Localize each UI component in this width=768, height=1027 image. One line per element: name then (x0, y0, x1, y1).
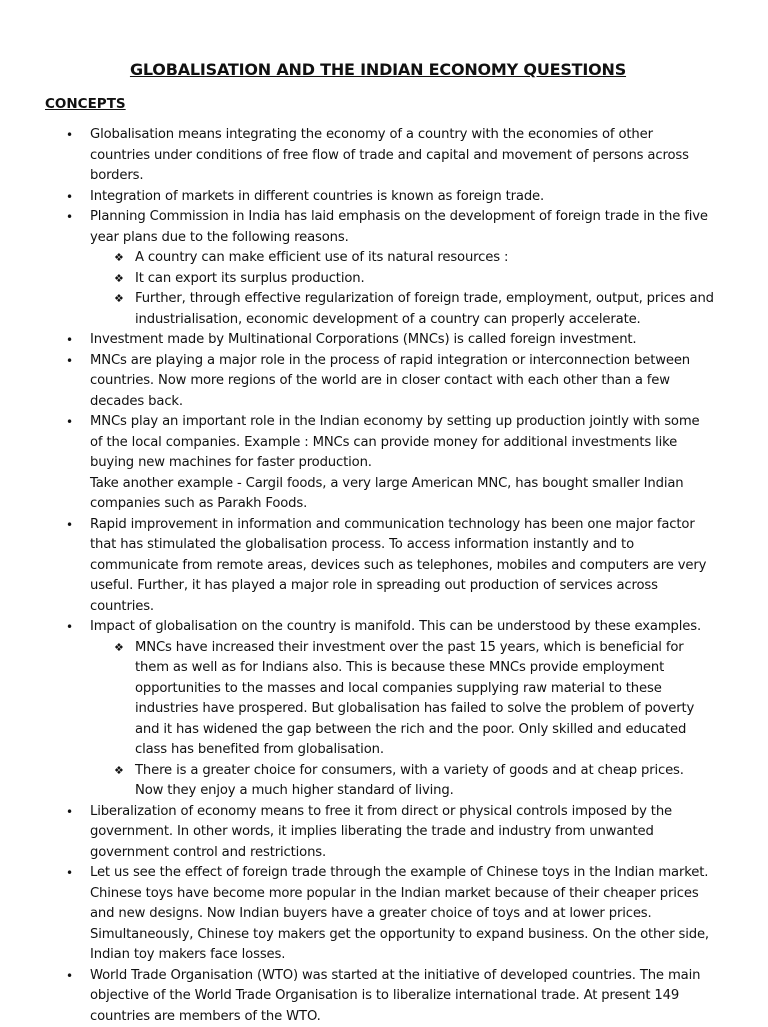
sub-list (90, 638, 714, 802)
bullet-icon: • (66, 330, 73, 351)
list-item (0, 125, 768, 187)
bullet-icon: • (66, 412, 73, 433)
list-item (0, 330, 768, 351)
sub-list (90, 248, 714, 330)
sub-list-item-text: Further, through effective regularization of foreign trade, employment, output, prices and industrialisation, economic development of a country can properly accelerate. (135, 289, 714, 330)
list-item-text: Integration of markets in different countries is known as foreign trade. (90, 187, 714, 208)
list-item (0, 187, 768, 208)
list-item (0, 351, 768, 413)
list-item-text: Impact of globalisation on the country is manifold. This can be understood by these examples. (90, 617, 714, 638)
list-item-text: Globalisation means integrating the economy of a country with the economies of other countries under conditions of free flow of trade and capital and movement of persons across borders. (90, 125, 714, 187)
list-item (0, 207, 768, 330)
list-item-text: Let us see the effect of foreign trade through the example of Chinese toys in the Indian market. Chinese toys have become more popular in the Indian market because of their cheaper prices and new designs. Now Indian buyers have a greater choice of toys and at lower prices. Simultaneously, Chinese toy makers get the opportunity to expand business. On the other side, Indian toy makers face losses. (90, 863, 714, 966)
section-heading: CONCEPTS (45, 96, 126, 112)
sub-list-item-text: It can export its surplus production. (135, 269, 714, 290)
sub-list-item (90, 248, 714, 269)
list-item (0, 515, 768, 618)
list-item (0, 617, 768, 802)
list-item-continuation: Take another example - Cargil foods, a very large American MNC, has bought smaller Indian companies such as Parakh Foods. (90, 474, 714, 515)
list-item-text: MNCs play an important role in the Indian economy by setting up production jointly with some of the local companies. Example : MNCs can provide money for additional investments like buying new machines for faster production. (90, 412, 714, 474)
page-title: GLOBALISATION AND THE INDIAN ECONOMY QUESTIONS (0, 60, 756, 79)
concepts-list (0, 125, 768, 1027)
list-item (0, 412, 768, 515)
list-item-text: Liberalization of economy means to free it from direct or physical controls imposed by the government. In other words, it implies liberating the trade and industry from unwanted government control and restrictions. (90, 802, 714, 864)
list-item-text: Investment made by Multinational Corporations (MNCs) is called foreign investment. (90, 330, 714, 351)
sub-list-item (90, 761, 714, 802)
list-item-text: Rapid improvement in information and communication technology has been one major factor that has stimulated the globalisation process. To access information instantly and to communicate from remote areas, devices such as telephones, mobiles and computers are very useful. Further, it has played a major role in spreading out production of services across countries. (90, 515, 714, 618)
sub-list-item-text: MNCs have increased their investment over the past 15 years, which is beneficial for them as well as for Indians also. This is because these MNCs provide employment opportunities to the masses and local companies supplying raw material to these industries have prospered. But globalisation has failed to solve the problem of poverty and it has widened the gap between the rich and the poor. Only skilled and educated class has benefited from globalisation. (135, 638, 714, 761)
list-item-text: World Trade Organisation (WTO) was started at the initiative of developed countries. The main objective of the World Trade Organisation is to liberalize international trade. At present 149 countries are members of the WTO. (90, 966, 714, 1027)
bullet-icon: • (66, 863, 73, 884)
diamond-bullet-icon: ❖ (114, 638, 124, 659)
sub-list-item (90, 638, 714, 761)
diamond-bullet-icon: ❖ (114, 289, 124, 310)
sub-list-item-text: There is a greater choice for consumers, with a variety of goods and at cheap prices. Now they enjoy a much higher standard of living. (135, 761, 714, 802)
bullet-icon: • (66, 515, 73, 536)
bullet-icon: • (66, 966, 73, 987)
bullet-icon: • (66, 351, 73, 372)
diamond-bullet-icon: ❖ (114, 761, 124, 782)
list-item (0, 863, 768, 966)
concepts-list-container (0, 125, 768, 1027)
list-item-text: Planning Commission in India has laid emphasis on the development of foreign trade in the five year plans due to the following reasons. (90, 207, 714, 248)
bullet-icon: • (66, 187, 73, 208)
sub-list-item (90, 289, 714, 330)
bullet-icon: • (66, 207, 73, 228)
diamond-bullet-icon: ❖ (114, 248, 124, 269)
diamond-bullet-icon: ❖ (114, 269, 124, 290)
bullet-icon: • (66, 125, 73, 146)
bullet-icon: • (66, 802, 73, 823)
list-item (0, 802, 768, 864)
bullet-icon: • (66, 617, 73, 638)
sub-list-item (90, 269, 714, 290)
list-item (0, 966, 768, 1027)
list-item-text: MNCs are playing a major role in the process of rapid integration or interconnection between countries. Now more regions of the world are in closer contact with each other than a few decades back. (90, 351, 714, 413)
sub-list-item-text: A country can make efficient use of its natural resources : (135, 248, 714, 269)
